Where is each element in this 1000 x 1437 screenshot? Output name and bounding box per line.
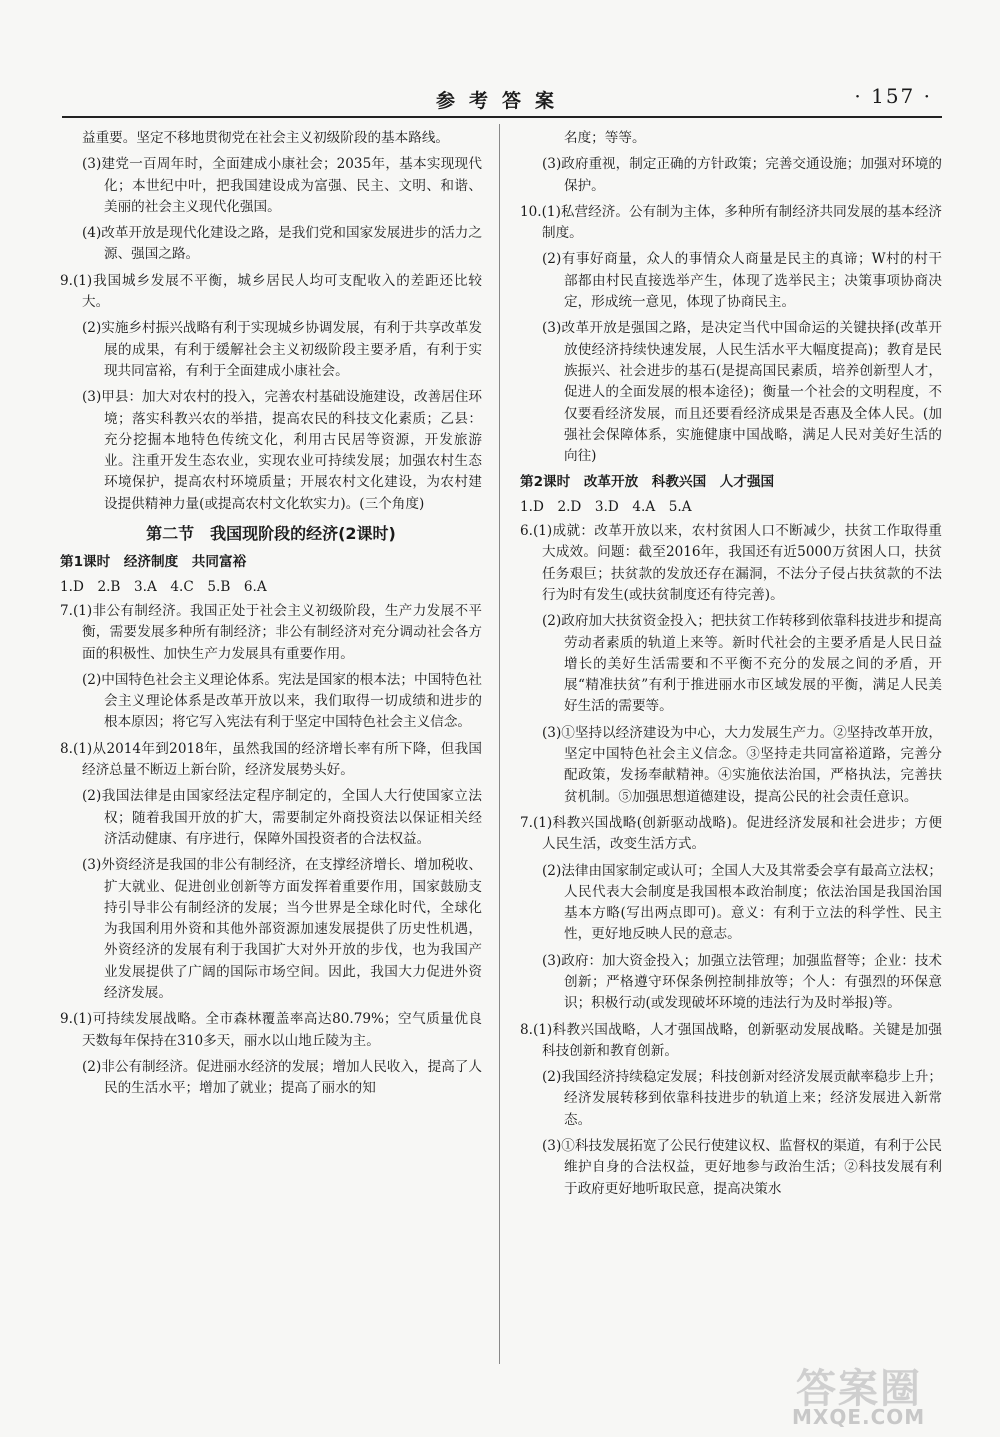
header-title: 参考答案 [435, 90, 568, 112]
answer-paragraph: (3)外资经济是我国的非公有制经济，在支撑经济增长、增加税收、扩大就业、促进创业创新等方面发挥着重要作用，国家鼓励支持引导非公有制经济的发展；当今世界是全球化时代，全球化为我国利用外资和其他外部资源加速发展提供了历史性机遇，外资经济的发展有利于我国扩大对外开放的步伐，也为我国产业发展提供了广阔的国际市场空间。因此，我国大力促进外资经济发展。 [82, 857, 482, 1001]
answer-paragraph: 名度；等等。 [564, 130, 646, 146]
watermark-logo: 答案圈 [796, 1366, 922, 1412]
section-title: 第二节 我国现阶段的经济(2课时) [146, 524, 396, 544]
answer-paragraph: (3)①坚持以经济建设为中心，大力发展生产力。②坚持改革开放，坚定中国特色社会主义信念。③坚持走共同富裕道路，完善分配政策，发扬奉献精神。④实施依法治国，严格执法，完善扶贫机制。⑤加强思想道德建设，提高公民的社会责任意识。 [542, 724, 942, 805]
answer-paragraph: (4)改革开放是现代化建设之路，是我们党和国家发展进步的活力之源、强国之路。 [82, 225, 482, 263]
page-header [62, 78, 942, 116]
header-rule [62, 116, 942, 118]
lesson-title: 第2课时 改革开放 科教兴国 人才强国 [520, 474, 775, 491]
choice-answers: 1.D 2.B 3.A 4.C 5.B 6.A [60, 578, 267, 595]
answer-paragraph: (2)有事好商量，众人的事情众人商量是民主的真谛；W村的村干部都由村民直接选举产生，体现了选举民主；决策事项协商决定，形成统一意见，体现了协商民主。 [542, 251, 942, 311]
answer-paragraph: (2)中国特色社会主义理论体系。宪法是国家的根本法；中国特色社会主义理论体系是改革开放以来，我们取得一切成绩和进步的根本原因；将它写入宪法有利于坚定中国特色社会主义信念。 [82, 671, 482, 731]
right-column [520, 128, 942, 1205]
answer-paragraph: (3)改革开放是强国之路，是决定当代中国命运的关键抉择(改革开放使经济持续快速发展，人民生活水平大幅度提高)；教育是民族振兴、社会进步的基石(是提高国民素质，培养创新型人才，促进人的全面发展的根本途径)；衡量一个社会的文明程度，不仅要看经济发展，而且还要看经济成果是否惠及全体人民。(加强社会保障体系，实施健康中国战略，满足人民对美好生活的向往) [542, 320, 942, 465]
answer-paragraph: (2)非公有制经济。促进丽水经济的发展；增加人民收入，提高了人民的生活水平；增加了就业；提高了丽水的知 [82, 1058, 482, 1097]
answer-paragraph: (2)政府加大扶贫资金投入；把扶贫工作转移到依靠科技进步和提高劳动者素质的轨道上来等。新时代社会的主要矛盾是人民日益增长的美好生活需要和不平衡不充分的发展之间的矛盾，开展“精准扶贫”有利于推进丽水市区域发展的平衡，满足人民美好生活的需要等。 [542, 613, 942, 715]
answer-paragraph: 益重要。坚定不移地贯彻党在社会主义初级阶段的基本路线。 [82, 130, 450, 146]
answer-paragraph: 8.(1)科教兴国战略，人才强国战略，创新驱动发展战略。关键是加强科技创新和教育创新。 [520, 1021, 942, 1059]
answer-paragraph: 9.(1)可持续发展战略。全市森林覆盖率高达80.79%；空气质量优良天数每年保持在310多天，丽水以山地丘陵为主。 [60, 1011, 482, 1049]
answer-paragraph: 9.(1)我国城乡发展不平衡，城乡居民人均可支配收入的差距还比较大。 [60, 272, 482, 311]
column-divider [499, 124, 500, 1364]
page-number: · 157 · [854, 84, 932, 108]
answer-paragraph: 8.(1)从2014年到2018年，虽然我国的经济增长率有所下降，但我国经济总量不断迈上新台阶，经济发展势头好。 [60, 740, 482, 779]
answer-paragraph: (3)建党一百周年时，全面建成小康社会；2035年，基本实现现代化；本世纪中叶，把我国建设成为富强、民主、文明、和谐、美丽的社会主义现代化强国。 [82, 156, 482, 215]
lesson-title: 第1课时 经济制度 共同富裕 [60, 554, 247, 571]
answer-paragraph: 10.(1)私营经济。公有制为主体，多种所有制经济共同发展的基本经济制度。 [520, 203, 942, 242]
answer-paragraph: (2)实施乡村振兴战略有利于实现城乡协调发展，有利于共享改革发展的成果，有利于缓解社会主义初级阶段主要矛盾，有利于实现共同富裕，有利于全面建成小康社会。 [82, 320, 482, 379]
answer-paragraph: (3)①科技发展拓宽了公民行使建议权、监督权的渠道，有利于公民维护自身的合法权益，更好地参与政治生活；②科技发展有利于政府更好地听取民意，提高决策水 [542, 1138, 942, 1197]
answer-paragraph: (3)政府重视，制定正确的方针政策；完善交通设施；加强对环境的保护。 [542, 156, 942, 194]
watermark [786, 1357, 976, 1429]
answer-paragraph: 7.(1)非公有制经济。我国正处于社会主义初级阶段，生产力发展不平衡，需要发展多种所有制经济；非公有制经济对充分调动社会各方面的积极性、加快生产力发展具有重要作用。 [60, 602, 482, 662]
watermark-url: MXQE.COM [792, 1405, 926, 1429]
answer-paragraph: 6.(1)成就：改革开放以来，农村贫困人口不断减少，扶贫工作取得重大成效。问题：截至2016年，我国还有近5000万贫困人口，扶贫任务艰巨；扶贫款的发放还存在漏洞，不法分子侵占扶贫款的不法行为时有发生(或扶贫制度还有待完善)。 [520, 523, 942, 603]
answer-paragraph: (3)政府：加大资金投入；加强立法管理；加强监督等；企业：技术创新；严格遵守环保条例控制排放等；个人：有强烈的环保意识；积极行动(或发现破坏环境的违法行为及时举报)等。 [542, 952, 942, 1012]
answer-paragraph: (2)法律由国家制定或认可；全国人大及其常委会享有最高立法权；人民代表大会制度是我国根本政治制度；依法治国是我国治国基本方略(写出两点即可)。意义：有利于立法的科学性、民主性，更好地反映人民的意志。 [542, 862, 942, 943]
left-column [60, 128, 482, 1104]
answer-paragraph: (2)我国经济持续稳定发展；科技创新对经济发展贡献率稳步上升；经济发展转移到依靠科技进步的轨道上来；经济发展进入新常态。 [542, 1069, 942, 1128]
answer-paragraph: (3)甲县：加大对农村的投入，完善农村基础设施建设，改善居住环境；落实科教兴农的举措，提高农民的科技文化素质；乙县：充分挖掘本地特色传统文化，利用古民居等资源，开发旅游业。注重开发生态农业，实现农业可持续发展；加强农村生态环境保护，提高农村环境质量；开展农村文化建设，为农村建设提供精神力量(或提高农村文化软实力)。(三个角度) [82, 389, 482, 512]
answer-paragraph: (2)我国法律是由国家经法定程序制定的，全国人大行使国家立法权；随着我国开放的扩大，需要制定外商投资法以保证相关经济活动健康、有序进行，保障外国投资者的合法权益。 [82, 788, 482, 847]
choice-answers: 1.D 2.D 3.D 4.A 5.A [520, 498, 692, 515]
answer-paragraph: 7.(1)科教兴国战略(创新驱动战略)。促进经济发展和社会进步；方便人民生活，改变生活方式。 [520, 814, 942, 853]
